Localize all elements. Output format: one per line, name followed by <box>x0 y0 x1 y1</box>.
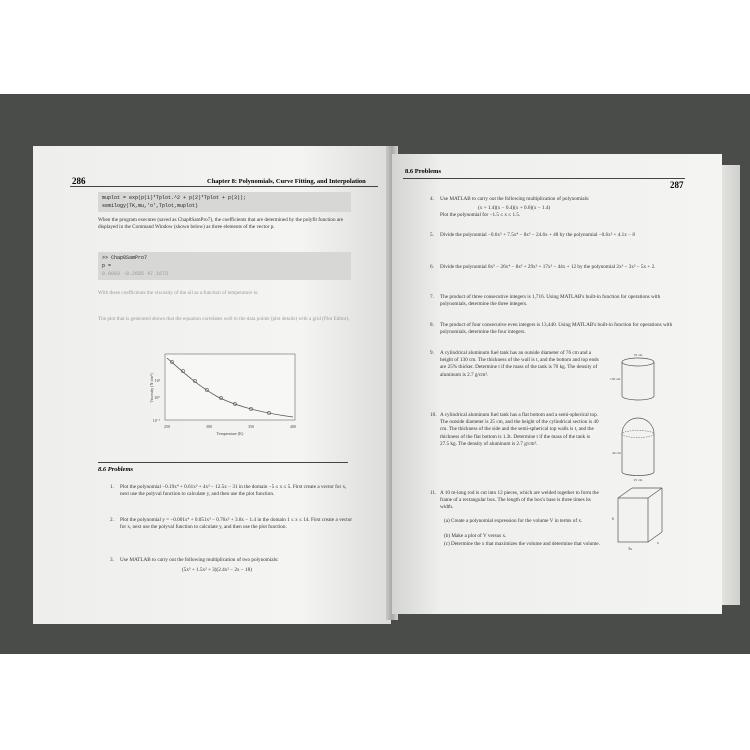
problem-10 <box>430 412 600 482</box>
problem-number: 9. <box>430 350 434 356</box>
problem-1 <box>110 484 353 514</box>
dimension-label: 130 cm <box>610 377 621 381</box>
code-line: muplot = exp(p(1)*Tplot.^2 + p(2)*Tplot + p(3)); <box>102 195 247 201</box>
problem-11-part-a: (a) Create a polynomial expression for the volume V in terms of x. <box>444 518 583 524</box>
problem-text: Use MATLAB to carry out the following multiplication of two polynomials: <box>120 557 279 563</box>
box-figure <box>608 484 672 554</box>
problem-11 <box>430 490 605 518</box>
cylinder-figure <box>608 352 668 404</box>
problem-8 <box>430 322 680 340</box>
cylinder-top <box>622 358 654 366</box>
problem-text: Plot the polynomial y = −0.001x⁴ + 0.051x³ − 0.76x² + 3.8x − 1.4 in the domain 1 ≤ x ≤ 14. First create a vector for x, next use the polyval function to calculate y, and then use the plot function. <box>120 517 353 531</box>
plot-frame <box>165 354 295 420</box>
box-edge <box>618 488 632 498</box>
paragraph-1: When the program executes (saved as Chap8SamPro7), the coefficients that are determined by the polyfit function are displayed in the Command Window (shown below) as three elements of the vector p. <box>98 217 344 231</box>
code-block-1 <box>98 192 351 212</box>
dimension-label: 25 cm <box>633 478 643 482</box>
problem-text: Use MATLAB to carry out the following multiplication of polynomials: <box>440 196 590 202</box>
y-tick-label: 10¹ <box>154 378 160 383</box>
dimension-label: 40 cm <box>612 451 621 455</box>
problem-number: 3. <box>110 557 114 563</box>
dome-tank-figure <box>608 410 668 482</box>
tank-dome <box>622 418 654 434</box>
left-running-header: Chapter 8: Polynomials, Curve Fitting, and Interpolation <box>207 178 366 185</box>
problem-text: Divide the polynomial 8x⁵ − 26x⁴ − 8x³ + 29x² + 17x² − 44x + 12 by the polynomial 2x³ − 3x² − 5x + 2. <box>440 264 656 270</box>
box-edge <box>648 532 662 542</box>
problem-text: The product of four consecutive even integers is 13,440. Using MATLAB's built-in function for operations with polynomials, determine the four integers. <box>440 322 673 336</box>
problem-number: 2. <box>110 517 114 523</box>
section-title: 8.6 Problems <box>98 466 134 473</box>
problem-text: The product of three consecutive integers is 1,716. Using MATLAB's built-in function for operations with polynomials, determine the three integers. <box>440 294 661 308</box>
problem-11-part-c: (c) Determine the x that maximizes the volume and determine that volume. <box>444 541 600 547</box>
problem-number: 1. <box>110 484 114 490</box>
problem-9 <box>430 350 600 400</box>
problem-text: Divide the polynomial −0.6x⁵ + 7.5x⁴ − 8x³ − 24.6x + 48 by the polynomial −0.6x² + 4.1x − 8 <box>440 232 635 238</box>
y-axis-label: Viscosity (N s/m²) <box>149 373 154 403</box>
problem-number: 7. <box>430 294 434 300</box>
problem-text: A cylindrical aluminum fuel tank has an outside diameter of 76 cm and a height of 130 cm. The thickness of the wall is t, and the bottom and top ends are 25% thicker. Determine t if the mass of the tank is 70 kg. The density of aluminum is 2.7 g/cm³. <box>440 350 599 378</box>
problem-number: 10. <box>430 412 437 418</box>
section-rule <box>98 462 348 463</box>
problem-7 <box>430 294 680 312</box>
code-line: >> Chap8SamPro7 <box>102 255 148 261</box>
code-line: semilogy(TK,mu,'o',Tplot,muplot) <box>102 203 199 209</box>
right-header-rule <box>403 178 685 179</box>
problem-number: 6. <box>430 264 434 270</box>
page-stack-edge <box>722 165 740 605</box>
problem-3-expression: (5x³ + 1.5x² + 3)(2.4x² − 2x − 18) <box>182 567 252 573</box>
x-tick-label: 300 <box>206 424 212 429</box>
problem-6 <box>430 264 680 282</box>
left-page-number: 286 <box>72 176 86 186</box>
problem-number: 4. <box>430 196 434 202</box>
dimension-label: 3x <box>628 546 632 551</box>
dimension-label: 76 cm <box>633 353 643 357</box>
paragraph-3: The plot that is generated shows that the equation correlates well to the data points (plot details) with a grid (Plot Editor). <box>98 316 350 322</box>
problem-4 <box>430 196 680 206</box>
problem-text: A cylindrical aluminum fuel tank has a flat bottom and a semi-spherical top. The outside diameter is 25 cm, and the height of the cylindrical section is 40 cm. The thickness of the side and the semi-spherical top walls is t, and the thickness of the flat bottom is 1.3t. Determine t if the mass of the tank is 27.5 kg. The density of aluminum is 2.7 g/cm³. <box>440 412 599 447</box>
problem-text: Plot the polynomial −0.19x⁴ + 0.61x³ + 4x² − 12.5x − 31 in the domain −5 ≤ x ≤ 5. First create a vector for x, next use the polyval function to calculate y, and then use the plot function. <box>120 484 347 498</box>
problem-2 <box>110 517 353 547</box>
problem-5 <box>430 232 680 250</box>
box-edges <box>618 488 662 542</box>
right-page-number: 287 <box>670 180 684 190</box>
problem-number: 5. <box>430 232 434 238</box>
y-tick-label: 10⁰ <box>154 395 160 400</box>
dimension-label: x <box>657 540 659 545</box>
code-block-2 <box>98 252 351 280</box>
viscosity-plot <box>123 352 300 438</box>
x-tick-label: 350 <box>248 424 254 429</box>
box-edge <box>648 488 662 498</box>
code-line: p = <box>102 263 112 269</box>
y-tick-label: 10⁻¹ <box>152 418 160 423</box>
code-line: 0.0003 -0.2685 47.1673 <box>102 271 169 277</box>
left-header-rule <box>70 186 378 187</box>
paragraph-2: With these coefficients the viscosity of the oil as a function of temperature is: <box>98 290 259 296</box>
problem-3 <box>110 557 360 567</box>
problem-11-part-b: (b) Make a plot of V versus x. <box>444 533 507 539</box>
problem-4-plot-instruction: Plot the polynomial for −1.5 ≤ x ≤ 1.5. <box>440 212 521 218</box>
cylinder-bottom <box>622 396 654 400</box>
tank-bottom <box>622 472 654 476</box>
tank-seam <box>622 431 654 438</box>
problem-text: A 10 m-long rod is cut into 12 pieces, which are welded together to form the frame of a rectangular box. The length of the box's base is three times its width. <box>440 490 599 511</box>
right-running-header: 8.6 Problems <box>405 168 441 175</box>
x-tick-label: 250 <box>164 424 170 429</box>
x-axis-label: Temperature (K) <box>216 431 244 436</box>
x-tick-label: 400 <box>290 424 296 429</box>
dimension-label: h <box>612 516 614 521</box>
box-front <box>618 498 648 542</box>
problem-number: 8. <box>430 322 434 328</box>
problem-number: 11. <box>430 490 437 496</box>
problem-4-expression: (x + 1.4)(x − 0.4)(x + 0.6)(x − 1.4) <box>478 205 551 211</box>
